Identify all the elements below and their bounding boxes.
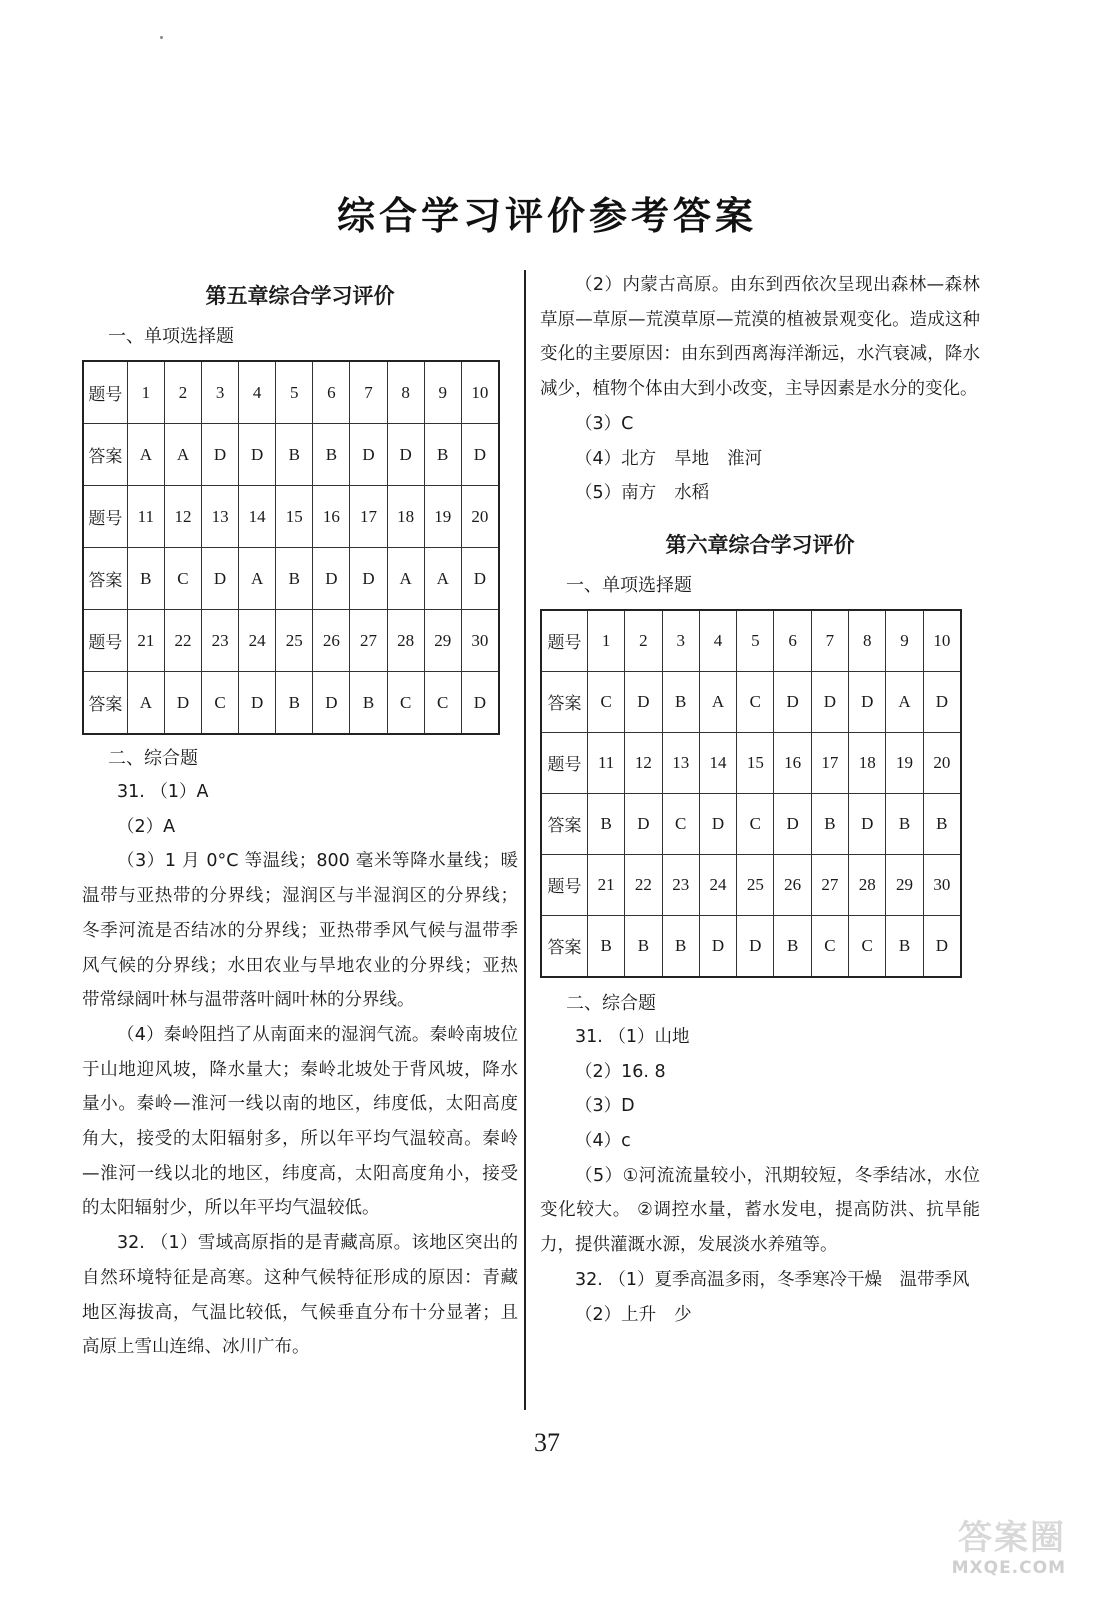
answer-label-cell: 答案 — [83, 672, 127, 735]
question-number-cell: 13 — [202, 486, 239, 548]
question-number-cell: 6 — [774, 610, 811, 672]
answer-cell: D — [202, 424, 239, 486]
question-number-cell: 17 — [350, 486, 387, 548]
answer-cell: D — [811, 671, 848, 732]
question-number-row — [541, 854, 961, 915]
question-number-cell: 10 — [461, 361, 499, 424]
answer-cell: B — [923, 793, 961, 854]
answer-cell: B — [774, 915, 811, 977]
answer-cell: D — [202, 548, 239, 610]
question-number-cell: 24 — [239, 610, 276, 672]
answer-row — [541, 793, 961, 854]
question-number-cell: 18 — [387, 486, 424, 548]
answer-cell: D — [313, 548, 350, 610]
answer-cell: B — [811, 793, 848, 854]
question-number-cell: 7 — [350, 361, 387, 424]
question-number-cell: 1 — [127, 361, 164, 424]
question-number-cell: 2 — [625, 610, 662, 672]
answer-cell: B — [276, 672, 313, 735]
answer-label-cell: 答案 — [83, 424, 127, 486]
right-column — [540, 268, 980, 1332]
answer-cell: D — [849, 671, 886, 732]
answer-label-cell: 答案 — [541, 671, 587, 732]
answer-row — [541, 915, 961, 977]
question-number-cell: 27 — [811, 854, 848, 915]
question-number-cell: 27 — [350, 610, 387, 672]
question-number-label-cell: 题号 — [83, 610, 127, 672]
question-number-cell: 25 — [737, 854, 774, 915]
answer-cell: D — [625, 671, 662, 732]
question-number-cell: 18 — [849, 732, 886, 793]
answer-cell: D — [350, 424, 387, 486]
ch6-q32-2: （2）上升 少 — [575, 1304, 692, 1325]
answer-cell: B — [276, 424, 313, 486]
question-number-cell: 20 — [461, 486, 499, 548]
question-number-cell: 23 — [662, 854, 699, 915]
question-number-row — [83, 361, 499, 424]
question-number-cell: 12 — [164, 486, 201, 548]
page-number: 37 — [534, 1428, 560, 1457]
ch6-q32-1: 32. （1）夏季高温多雨，冬季寒冷干燥 温带季风 — [575, 1269, 970, 1290]
question-number-cell: 20 — [923, 732, 961, 793]
question-number-label-cell: 题号 — [541, 610, 587, 672]
answer-cell: C — [662, 793, 699, 854]
question-number-cell: 21 — [127, 610, 164, 672]
question-number-label-cell: 题号 — [83, 486, 127, 548]
answer-cell: A — [164, 424, 201, 486]
question-number-cell: 8 — [849, 610, 886, 672]
page-title: 综合学习评价参考答案 — [336, 194, 757, 239]
question-number-cell: 8 — [387, 361, 424, 424]
question-number-cell: 3 — [202, 361, 239, 424]
question-number-cell: 4 — [239, 361, 276, 424]
answer-cell: D — [923, 671, 961, 732]
question-number-row — [83, 610, 499, 672]
answer-cell: A — [239, 548, 276, 610]
answer-cell: B — [587, 793, 624, 854]
question-number-cell: 26 — [313, 610, 350, 672]
question-number-cell: 19 — [424, 486, 461, 548]
answer-cell: B — [662, 671, 699, 732]
answer-label-cell: 答案 — [541, 793, 587, 854]
answer-cell: D — [350, 548, 387, 610]
answer-cell: B — [313, 424, 350, 486]
chapter5-section-comprehensive: 二、综合题 — [108, 748, 198, 769]
question-number-label-cell: 题号 — [541, 732, 587, 793]
question-number-cell: 22 — [625, 854, 662, 915]
answer-cell: A — [424, 548, 461, 610]
question-number-label-cell: 题号 — [541, 854, 587, 915]
question-number-cell: 5 — [276, 361, 313, 424]
answer-cell: D — [699, 915, 736, 977]
answer-cell: D — [461, 424, 499, 486]
answer-cell: B — [276, 548, 313, 610]
question-number-cell: 14 — [699, 732, 736, 793]
question-number-cell: 3 — [662, 610, 699, 672]
answer-cell: C — [849, 915, 886, 977]
question-number-cell: 29 — [886, 854, 923, 915]
answer-cell: B — [662, 915, 699, 977]
question-number-label-cell: 题号 — [83, 361, 127, 424]
question-number-cell: 28 — [849, 854, 886, 915]
answer-label-cell: 答案 — [83, 548, 127, 610]
ch6-q31-5: （5）①河流流量较小，汛期较短，冬季结冰，水位变化较大。 ②调控水量，蓄水发电，提高防洪、抗旱能力，提供灌溉水源，发展淡水养殖等。 — [540, 1165, 980, 1256]
question-number-cell: 15 — [737, 732, 774, 793]
question-number-cell: 25 — [276, 610, 313, 672]
answer-row — [83, 548, 499, 610]
chapter6-section-choice: 一、单项选择题 — [566, 574, 692, 596]
question-number-cell: 14 — [239, 486, 276, 548]
question-number-cell: 28 — [387, 610, 424, 672]
question-number-cell: 22 — [164, 610, 201, 672]
answer-cell: D — [239, 672, 276, 735]
answer-label-cell: 答案 — [541, 915, 587, 977]
answer-cell: D — [164, 672, 201, 735]
question-number-cell: 10 — [923, 610, 961, 672]
answer-cell: D — [313, 672, 350, 735]
question-number-cell: 2 — [164, 361, 201, 424]
question-number-cell: 6 — [313, 361, 350, 424]
chapter5-title: 第五章综合学习评价 — [205, 284, 395, 308]
question-number-cell: 19 — [886, 732, 923, 793]
question-number-cell: 30 — [923, 854, 961, 915]
ch5-q32-3: （3）C — [575, 413, 634, 434]
question-number-cell: 16 — [313, 486, 350, 548]
ch6-q31-2: （2）16. 8 — [575, 1061, 666, 1082]
chapter5-column — [82, 280, 518, 1365]
chapter5-section-choice: 一、单项选择题 — [108, 326, 234, 347]
question-number-row — [541, 610, 961, 672]
chapter5-answer-table — [82, 360, 500, 735]
question-number-cell: 7 — [811, 610, 848, 672]
answer-cell: D — [461, 672, 499, 735]
question-number-cell: 29 — [424, 610, 461, 672]
ch5-q31-1: 31. （1）A — [117, 782, 209, 802]
answer-row — [83, 424, 499, 486]
answer-cell: D — [923, 915, 961, 977]
question-number-cell: 23 — [202, 610, 239, 672]
ch5-q32-5: （5）南方 水稻 — [575, 483, 710, 504]
question-number-cell: 16 — [774, 732, 811, 793]
question-number-cell: 11 — [127, 486, 164, 548]
answer-cell: A — [699, 671, 736, 732]
answer-cell: D — [625, 793, 662, 854]
answer-cell: D — [387, 424, 424, 486]
answer-cell: A — [127, 672, 164, 735]
question-number-cell: 15 — [276, 486, 313, 548]
scan-speck — [160, 36, 163, 39]
answer-cell: B — [886, 793, 923, 854]
ch5-q31-2: （2）A — [117, 816, 176, 837]
answer-cell: C — [387, 672, 424, 735]
answer-cell: C — [737, 671, 774, 732]
answer-cell: C — [737, 793, 774, 854]
answer-cell: A — [387, 548, 424, 610]
watermark-logo: 答案圈 — [958, 1518, 1066, 1558]
column-divider — [524, 270, 526, 1410]
answer-row — [541, 671, 961, 732]
chapter6-section-comprehensive: 二、综合题 — [566, 992, 656, 1014]
question-number-cell: 12 — [625, 732, 662, 793]
answer-cell: C — [164, 548, 201, 610]
ch6-q31-3: （3）D — [575, 1096, 635, 1117]
answer-cell: B — [350, 672, 387, 735]
chapter6-answer-table — [540, 609, 962, 978]
answer-cell: C — [424, 672, 461, 735]
watermark — [916, 1510, 1066, 1578]
ch5-q32-4: （4）北方 旱地 淮河 — [575, 448, 763, 469]
answer-cell: D — [737, 915, 774, 977]
question-number-cell: 24 — [699, 854, 736, 915]
chapter6-title: 第六章综合学习评价 — [665, 532, 855, 557]
answer-cell: B — [424, 424, 461, 486]
question-number-cell: 9 — [886, 610, 923, 672]
question-number-cell: 30 — [461, 610, 499, 672]
ch6-q31-4: （4）c — [575, 1131, 631, 1152]
answer-cell: D — [774, 671, 811, 732]
answer-cell: C — [811, 915, 848, 977]
answer-cell: B — [587, 915, 624, 977]
question-number-cell: 4 — [699, 610, 736, 672]
question-number-cell: 5 — [737, 610, 774, 672]
answer-row — [83, 672, 499, 735]
answer-cell: C — [587, 671, 624, 732]
watermark-site: MXQE.COM — [951, 1558, 1066, 1578]
question-number-row — [83, 486, 499, 548]
answer-cell: D — [239, 424, 276, 486]
question-number-cell: 9 — [424, 361, 461, 424]
answer-cell: D — [774, 793, 811, 854]
ch6-q31-1: 31. （1）山地 — [575, 1026, 690, 1047]
answer-cell: C — [202, 672, 239, 735]
answer-cell: B — [886, 915, 923, 977]
question-number-cell: 13 — [662, 732, 699, 793]
ch5-q32-1: 32. （1）雪域高原指的是青藏高原。该地区突出的自然环境特征是高寒。这种气候特征形成的原因：青藏地区海拔高，气温比较低，气候垂直分布十分显著；且高原上雪山连绵、冰川广布。 — [82, 1233, 518, 1358]
question-number-cell: 26 — [774, 854, 811, 915]
answer-cell: B — [127, 548, 164, 610]
question-number-cell: 11 — [587, 732, 624, 793]
answer-cell: B — [625, 915, 662, 977]
answer-cell: A — [886, 671, 923, 732]
ch5-q32-2: （2）内蒙古高原。由东到西依次呈现出森林—森林草原—草原—荒漠草原—荒漠的植被景观变化。造成这种变化的主要原因：由东到西离海洋渐远，水汽衰减，降水减少，植物个体由大到小改变，主导因素是水分的变化。 — [540, 275, 980, 400]
answer-cell: A — [127, 424, 164, 486]
answer-cell: D — [461, 548, 499, 610]
ch5-q31-3: （3）1 月 0°C 等温线；800 毫米等降水量线；暖温带与亚热带的分界线；湿润区与半湿润区的分界线；冬季河流是否结冰的分界线；亚热带季风气候与温带季风气候的分界线；水田农业与旱地农业的分界线；亚热带常绿阔叶林与温带落叶阔叶林的分界线。 — [82, 851, 518, 1011]
answer-cell: D — [849, 793, 886, 854]
question-number-row — [541, 732, 961, 793]
ch5-q31-4: （4）秦岭阻挡了从南面来的湿润气流。秦岭南坡位于山地迎风坡，降水量大；秦岭北坡处于背风坡，降水量小。秦岭—淮河一线以南的地区，纬度低，太阳高度角大，接受的太阳辐射多，所以年平均气温较高。秦岭—淮河一线以北的地区，纬度高，太阳高度角小，接受的太阳辐射少，所以年平均气温较低。 — [82, 1024, 518, 1219]
question-number-cell: 1 — [587, 610, 624, 672]
question-number-cell: 21 — [587, 854, 624, 915]
question-number-cell: 17 — [811, 732, 848, 793]
answer-cell: D — [699, 793, 736, 854]
